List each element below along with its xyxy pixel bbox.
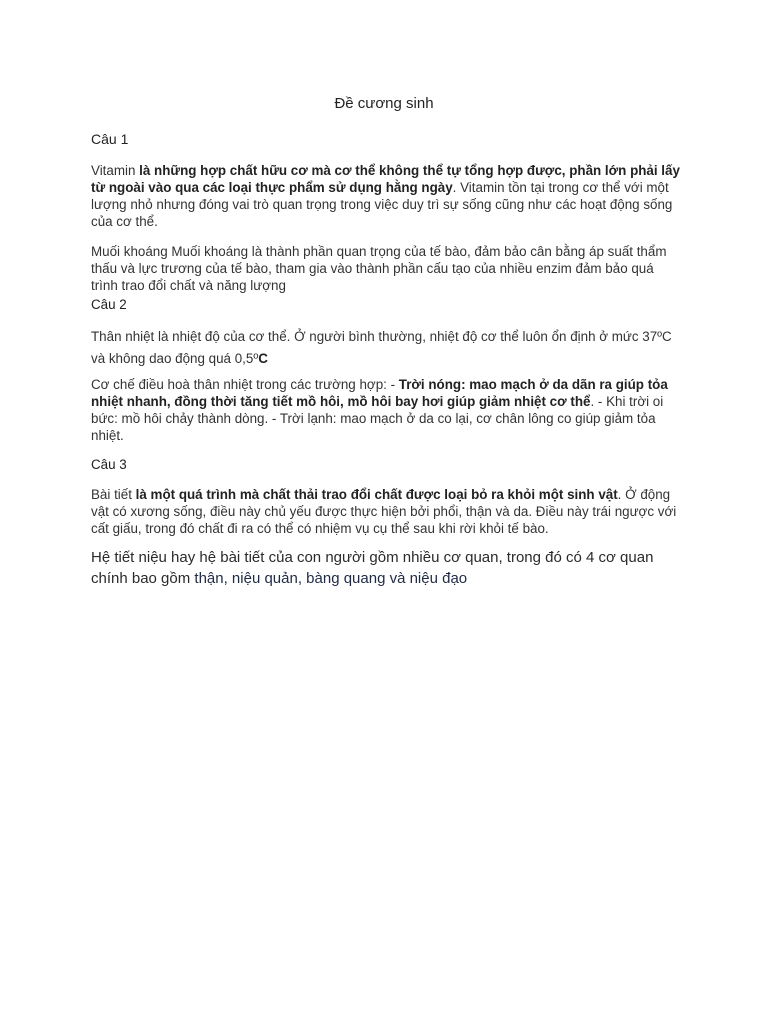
paragraph-muoi-khoang: Muối khoáng Muối khoáng là thành phần quan trọng của tế bào, đảm bảo cân bằng áp suất thẩm thấu và lực trương của tế bào, tham gia vào thành phần cấu tạo của nhiều enzim đảm bảo quá trình trao đổi chất và năng lượng: [91, 244, 667, 293]
bold-run: C: [258, 351, 268, 366]
bold-run: là một quá trình mà chất thải trao đổi chất được loại bỏ ra khỏi một sinh vật: [135, 487, 618, 502]
text-run: Vitamin: [91, 163, 140, 178]
bold-run: là những hợp chất hữu cơ mà cơ thể không thể tự tổng hợp được, phần lớn phải lấy từ ngoài vào qua các loại thực phẩm sử dụng hằng ngày: [91, 163, 680, 195]
paragraph-bai-tiet: [91, 486, 681, 537]
text-run: . - Khi trời oi bức: mồ hôi chảy thành dòng. - Trời lạnh: mao mạch ở da co lại, cơ chân lông co giúp giảm tỏa nhiệt.: [91, 394, 664, 443]
document-title: Đề cương sinh: [334, 95, 434, 112]
text-run: Thân nhiệt là nhiệt độ của cơ thể. Ở người bình thường, nhiệt độ cơ thể luôn ổn định ở mức 37ºC và không dao động quá 0,5º: [91, 329, 672, 366]
paragraph-co-che-dieu-hoa: [91, 376, 681, 444]
paragraph-than-nhiet: [91, 326, 681, 370]
text-run: . Vitamin tồn tại trong cơ thể với một lượng nhỏ nhưng đóng vai trò quan trọng trong việc duy trì sự sống cũng như các hoạt động sống của cơ thể.: [91, 180, 673, 229]
text-run: Bài tiết: [91, 487, 136, 502]
section-heading-cau-3: Câu 3: [91, 457, 127, 472]
text-run: Hệ tiết niệu hay hệ bài tiết của con người gồm nhiều cơ quan, trong đó có 4 cơ quan chính bao gồm: [91, 549, 654, 587]
section-heading-cau-1: Câu 1: [91, 131, 129, 147]
text-run: . Ở động vật có xương sống, điều này chủ yếu được thực hiện bởi phổi, thận và da. Điều này trái ngược với cất giấu, trong đó chất đi ra có thể có nhiệm vụ cụ thể sau khi rời khỏi tế bào.: [91, 487, 677, 536]
section-heading-cau-2: Câu 2: [91, 297, 127, 312]
paragraph-vitamin: [91, 162, 681, 230]
bold-run: Trời nóng: mao mạch ở da dãn ra giúp tỏa nhiệt nhanh, đồng thời tăng tiết mồ hôi, mồ hôi bay hơi giúp giảm nhiệt cơ thể: [91, 377, 668, 409]
text-run: Cơ chế điều hoà thân nhiệt trong các trường hợp: -: [91, 377, 399, 392]
paragraph-he-tiet-nieu: [91, 547, 671, 589]
organ-list-run: thận, niệu quản, bàng quang và niệu đạo: [194, 570, 468, 587]
